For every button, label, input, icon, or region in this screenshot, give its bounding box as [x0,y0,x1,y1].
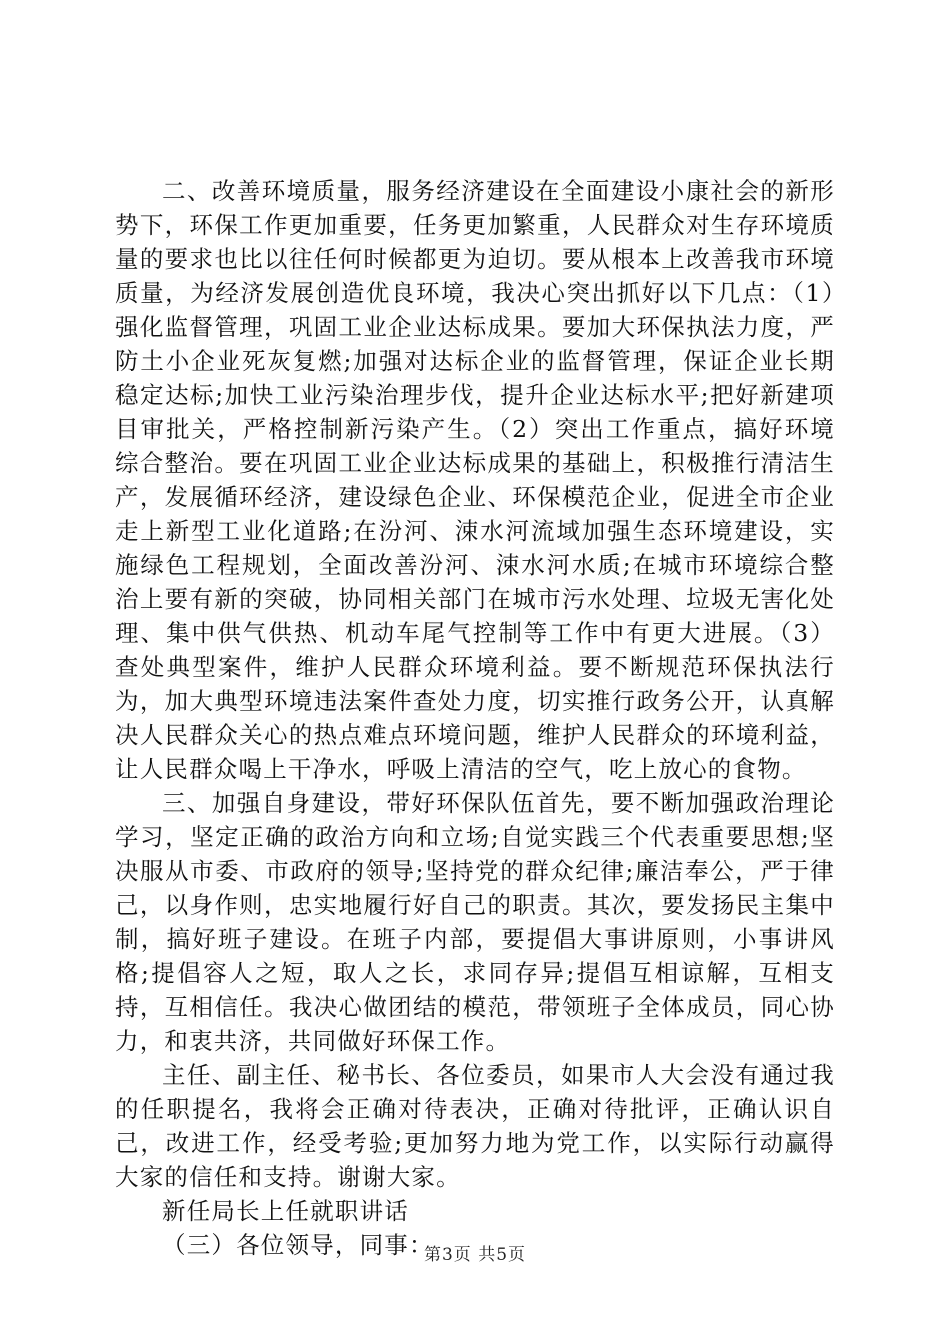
paragraph-closing: 主任、副主任、秘书长、各位委员，如果市人大会没有通过我的任职提名，我将会正确对待表决，正确对待批评，正确认识自己，改进工作，经受考验;更加努力地为党工作，以实际行动赢得大家的信任和支持。谢谢大家。 [115,1061,835,1191]
paragraph-environment-quality: 二、改善环境质量，服务经济建设在全面建设小康社会的新形势下，环保工作更加重要，任务更加繁重，人民群众对生存环境质量的要求也比以往任何时候都更为迫切。要从根本上改善我市环境质量，为经济发展创造优良环境，我决心突出抓好以下几点：（1）强化监督管理，巩固工业企业达标成果。要加大环保执法力度，严防土小企业死灰复燃;加强对达标企业的监督管理，保证企业长期稳定达标;加快工业污染治理步伐，提升企业达标水平;把好新建项目审批关，严格控制新污染产生。（2）突出工作重点，搞好环境综合整治。要在巩固工业企业达标成果的基础上，积极推行清洁生产，发展循环经济，建设绿色企业、环保模范企业，促进全市企业走上新型工业化道路;在汾河、涑水河流域加强生态环境建设，实施绿色工程规划，全面改善汾河、涑水河水质;在城市环境综合整治上要有新的突破，协同相关部门在城市污水处理、垃圾无害化处理、集中供气供热、机动车尾气控制等工作中有更大进展。（3）查处典型案件，维护人民群众环境利益。要不断规范环保执法行为，加大典型环境违法案件查处力度，切实推行政务公开，认真解决人民群众关心的热点难点环境问题，维护人民群众的环境利益，让人民群众喝上干净水，呼吸上清洁的空气，吃上放心的食物。 [115,177,835,783]
page-number-footer: 第3页 共5页 [423,1245,527,1265]
paragraph-self-building: 三、加强自身建设，带好环保队伍首先，要不断加强政治理论学习，坚定正确的政治方向和立场;自觉实践三个代表重要思想;坚决服从市委、市政府的领导;坚持党的群众纪律;廉洁奉公，严于律己，以身作则，忠实地履行好自己的职责。其次，要发扬民主集中制，搞好班子建设。在班子内部，要提倡大事讲原则，小事讲风格;提倡容人之短，取人之长，求同存异;提倡互相谅解，互相支持，互相信任。我决心做团结的模范，带领班子全体成员，同心协力，和衷共济，共同做好环保工作。 [115,789,835,1055]
speech-title-line: 新任局长上任就职讲话 [162,1197,409,1225]
greeting-line: （三）各位领导，同事： [162,1231,434,1259]
document-body [115,174,835,1262]
